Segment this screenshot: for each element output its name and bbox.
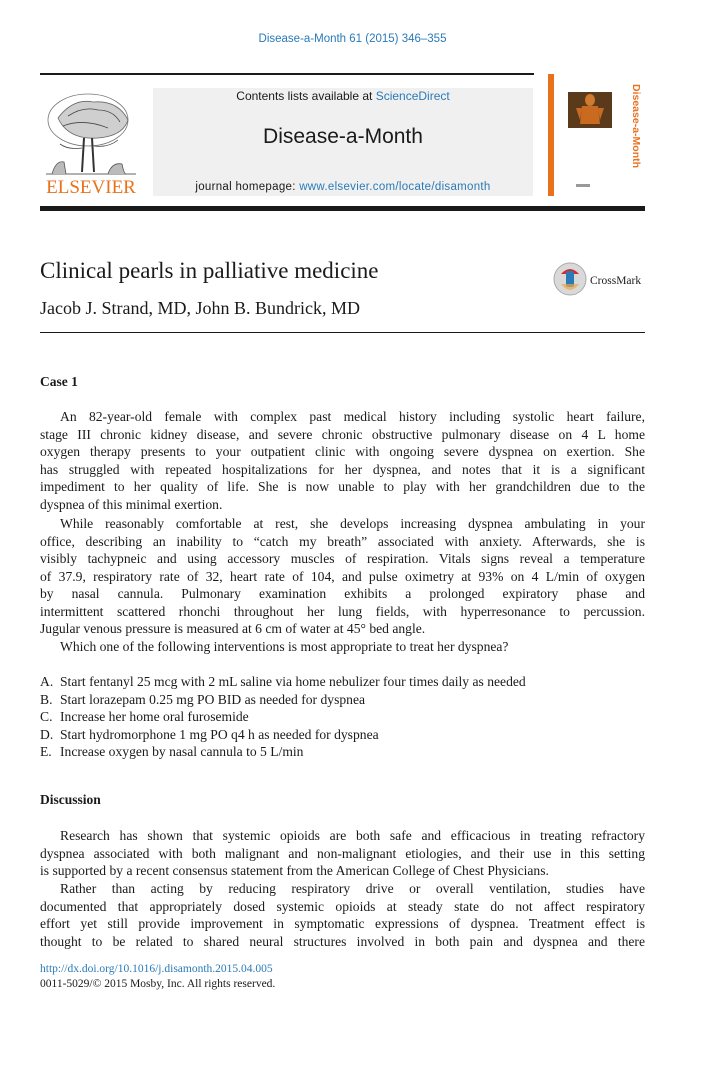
- journal-cover[interactable]: [548, 74, 645, 196]
- option-text: Start fentanyl 25 mcg with 2 mL saline via home nebulizer four times daily as needed: [60, 674, 526, 689]
- journal-cover-image: [548, 74, 645, 196]
- crossmark-badge[interactable]: [553, 262, 648, 303]
- discussion-heading: Discussion: [40, 792, 101, 807]
- answer-option-c: [40, 708, 526, 726]
- text-line: oxygen therapy presents to your outpatient clinic with ongoing severe dyspnea on exertion. She: [40, 444, 645, 459]
- text-line: is supported by a recent consensus statement from the American College of Chest Physicians.: [40, 863, 549, 878]
- text-line: While reasonably comfortable at rest, she develops increasing dyspnea ambulating in your: [60, 516, 645, 531]
- text-line: effort yet still provide improvement in symptomatic expressions of dyspnea. Treatment effect is: [40, 916, 645, 931]
- article-authors: Jacob J. Strand, MD, John B. Bundrick, MD: [40, 298, 360, 318]
- answer-option-d: [40, 726, 526, 744]
- article-title: Clinical pearls in palliative medicine: [40, 258, 379, 283]
- text-line: An 82-year-old female with complex past medical history including systolic heart failure,: [60, 409, 645, 424]
- case-heading: Case 1: [40, 374, 78, 389]
- text-line: dyspnea associated with both malignant and non-malignant etiologies, and their use in this setting: [40, 845, 645, 861]
- case-paragraph-2: [40, 515, 645, 638]
- option-text: Increase oxygen by nasal cannula to 5 L/min: [60, 744, 304, 760]
- option-letter: C.: [40, 709, 53, 725]
- crossmark-label: CrossMark: [590, 275, 642, 287]
- copyright-notice: 0011-5029/© 2015 Mosby, Inc. All rights reserved.: [40, 978, 276, 990]
- homepage-link[interactable]: www.elsevier.com/locate/disamonth: [299, 181, 491, 193]
- journal-citation[interactable]: Disease-a-Month 61 (2015) 346–355: [258, 33, 447, 45]
- text-line: documented that appropriately dosed systemic opioids at steady state do not affect respiratory: [40, 898, 645, 914]
- text-line: visibly tachypneic and using accessory muscles of respiration. Vitals signs reveal a temperature: [40, 551, 645, 566]
- text-line: Rather than acting by reducing respiratory drive or overall ventilation, studies have: [60, 881, 645, 896]
- text-line: impediment to her quality of life. She is now unable to play with her grandchildren due to the: [40, 479, 645, 494]
- cover-title: Disease-a-Month: [630, 84, 642, 169]
- journal-homepage: journal homepage: www.elsevier.com/locate/disamonth: [195, 181, 491, 193]
- doi-link[interactable]: http://dx.doi.org/10.1016/j.disamonth.2015.04.005: [40, 963, 273, 975]
- option-letter: E.: [40, 744, 52, 760]
- case-question: [40, 638, 645, 656]
- answer-option-b: [40, 691, 526, 709]
- header-rule: [40, 73, 534, 75]
- option-letter: A.: [40, 674, 54, 689]
- text-line: stage III chronic kidney disease, and severe chronic obstructive pulmonary disease on 4 L home: [40, 426, 645, 442]
- text-line: Jugular venous pressure is measured at 6 cm of water at 45° bed angle.: [40, 621, 426, 636]
- text-line: Which one of the following interventions is most appropriate to treat her dyspnea?: [60, 639, 509, 654]
- journal-title: Disease-a-Month: [263, 125, 423, 148]
- option-letter: B.: [40, 691, 53, 707]
- sciencedirect-link[interactable]: ScienceDirect: [375, 89, 450, 103]
- answer-option-a: [40, 673, 526, 691]
- text-line: intermittent scattered rhonchi throughout her lung fields, with hyperresonance to percussion.: [40, 603, 645, 619]
- answer-options: [40, 673, 526, 761]
- case-paragraph-1: [40, 408, 645, 513]
- text-line: of 37.9, respiratory rate of 32, heart rate of 104, and pulse oximetry at 93% on 4 L/min of oxygen: [40, 568, 645, 584]
- option-text: Start hydromorphone 1 mg PO q4 h as needed for dyspnea: [60, 726, 379, 742]
- text-line: by nasal cannula. Pulmonary examination exhibits a prolonged expiratory phase and: [40, 586, 645, 601]
- option-text: Increase her home oral furosemide: [60, 709, 249, 725]
- contents-line: Contents lists available at ScienceDirect: [236, 89, 450, 103]
- crossmark-icon: [553, 262, 648, 298]
- text-line: thought to be related to shared neural structures involved in both pain and dyspnea and there: [40, 933, 645, 949]
- discussion-paragraph-1: [40, 827, 645, 880]
- answer-option-e: [40, 743, 526, 761]
- text-line: Research has shown that systemic opioids are both safe and efficacious in treating refractory: [60, 828, 645, 843]
- title-rule: [40, 332, 645, 333]
- text-line: has struggled with repeated hospitalizations for her dyspnea, and notes that it is a significant: [40, 461, 645, 477]
- text-line: office, describing an inability to “catch my breath” associated with anxiety. Afterwards, she is: [40, 533, 645, 549]
- elsevier-tree-icon: [38, 88, 144, 200]
- option-text: Start lorazepam 0.25 mg PO BID as needed for dyspnea: [60, 691, 366, 707]
- text-line: dyspnea of this minimal exertion.: [40, 496, 223, 512]
- elsevier-logo[interactable]: [38, 88, 144, 200]
- discussion-paragraph-2: [40, 880, 645, 950]
- option-letter: D.: [40, 726, 54, 742]
- publisher-name: ELSEVIER: [46, 177, 136, 198]
- header-thick-rule: [40, 206, 645, 211]
